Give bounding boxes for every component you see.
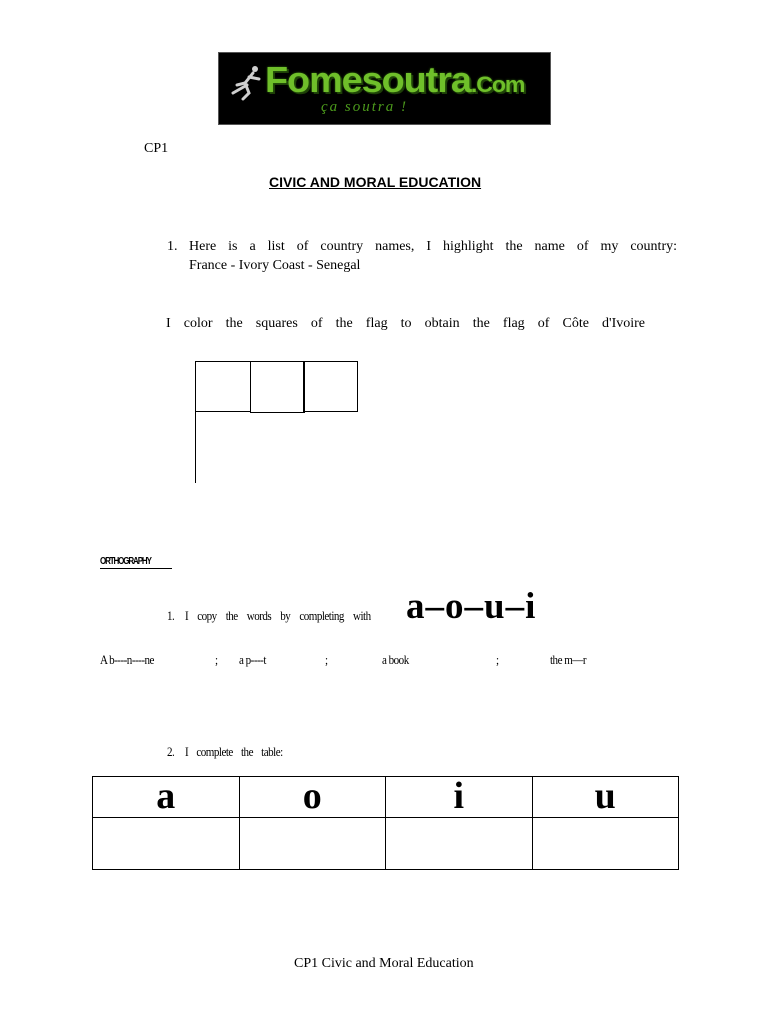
table-header-row bbox=[93, 777, 679, 818]
word-4: the m—r bbox=[550, 652, 587, 667]
table-answer-row bbox=[93, 818, 679, 870]
page-footer: CP1 Civic and Moral Education bbox=[294, 956, 474, 971]
answer-cell[interactable] bbox=[93, 818, 240, 870]
answer-cell[interactable] bbox=[239, 818, 386, 870]
flag-square-right bbox=[303, 361, 358, 412]
question-1-number: 1. bbox=[167, 239, 178, 254]
flag-square-middle bbox=[250, 361, 305, 413]
logo-slogan: ça soutra ! bbox=[321, 99, 408, 115]
flag-instruction: I color the squares of the flag to obtain the flag of Côte d'Ivoire bbox=[166, 316, 645, 331]
country-list: France - Ivory Coast - Senegal bbox=[189, 258, 361, 273]
fomesoutra-logo bbox=[218, 52, 551, 125]
vowel-list: a–o–u–i bbox=[406, 586, 537, 627]
ortho-question-2-number: 2. bbox=[167, 744, 175, 759]
runner-icon bbox=[227, 63, 267, 103]
word-3: a book bbox=[382, 652, 409, 667]
ortho-question-1-text: I copy the words by completing with bbox=[185, 608, 371, 623]
separator: ; bbox=[496, 652, 499, 667]
word-1: A b----n----ne bbox=[100, 652, 154, 667]
table-header-cell: a bbox=[93, 777, 240, 818]
table-header-cell: i bbox=[386, 777, 533, 818]
ortho-question-1-number: 1. bbox=[167, 608, 175, 623]
class-level: CP1 bbox=[144, 141, 169, 156]
separator: ; bbox=[215, 652, 218, 667]
separator: ; bbox=[325, 652, 328, 667]
ortho-question-2-text: I complete the table: bbox=[185, 744, 283, 759]
table-header-cell: o bbox=[239, 777, 386, 818]
flag-square-left bbox=[195, 361, 251, 412]
answer-cell[interactable] bbox=[386, 818, 533, 870]
vowel-table bbox=[92, 776, 679, 870]
word-2: a p----t bbox=[239, 652, 266, 667]
page-title: CIVIC AND MORAL EDUCATION bbox=[269, 174, 482, 190]
question-1-text: Here is a list of country names, I highlight the name of my country: bbox=[189, 239, 677, 254]
logo-brand: Fomesoutra.Com bbox=[265, 59, 525, 100]
answer-cell[interactable] bbox=[532, 818, 679, 870]
table-header-cell: u bbox=[532, 777, 679, 818]
orthography-heading: ORTHOGRAPHY bbox=[100, 556, 172, 569]
